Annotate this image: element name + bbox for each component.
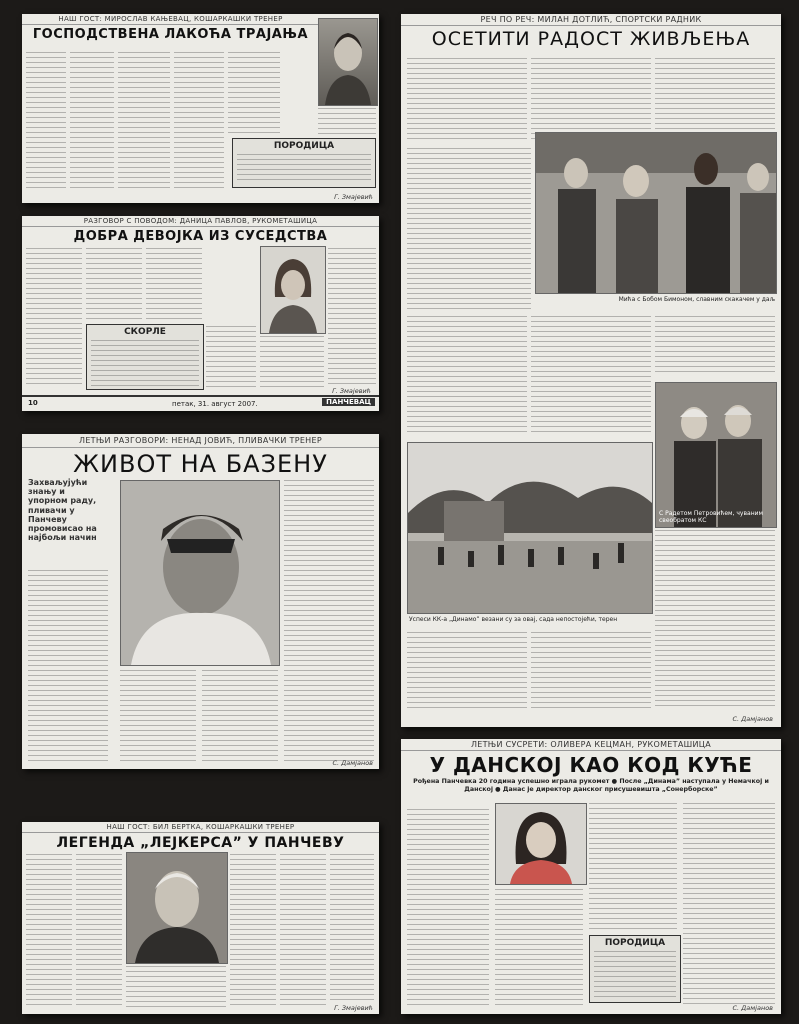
- body-column: [146, 248, 202, 320]
- body-column: [174, 52, 224, 192]
- article-kicker: РЕЧ ПО РЕЧ: МИЛАН ДОТЛИЋ, СПОРТСКИ РАДНИК: [401, 14, 781, 26]
- body-column: [26, 248, 82, 388]
- body-column: [318, 108, 376, 134]
- body-column: [407, 316, 527, 436]
- article-kicker: РАЗГОВОР С ПОВОДОМ: ДАНИЦА ПАВЛОВ, РУКОМЕТАШИЦА: [22, 216, 379, 227]
- body-column: [655, 58, 775, 142]
- photo-caption: Успеси КК-а „Динамо” везани су за овај, сада непостојећи, терен: [409, 616, 618, 623]
- box-title: ПОРОДИЦА: [604, 938, 666, 948]
- article-kicker: НАШ ГОСТ: БИЛ БЕРТКА, КОШАРКАШКИ ТРЕНЕР: [22, 822, 379, 833]
- body-column: [28, 570, 108, 762]
- portrait-photo: [318, 18, 378, 106]
- body-column: [70, 52, 114, 192]
- article-clipping-jovic: [22, 434, 379, 769]
- photo-caption: Мића с Бобом Бимоном, славним скакачем у даљ: [618, 296, 775, 303]
- body-column: [531, 316, 651, 436]
- author-signature: С. Дамјанов: [332, 759, 373, 767]
- score-box: [86, 324, 204, 390]
- portrait-image: [127, 853, 227, 963]
- article-clipping-bertka: [22, 822, 379, 1014]
- portrait-photo: [260, 246, 326, 334]
- page-number: 10: [28, 399, 38, 407]
- body-column: [26, 854, 72, 1008]
- author-signature: С. Дамјанов: [732, 715, 773, 723]
- swim-coach-photo: [120, 480, 280, 666]
- box-title: ПОРОДИЦА: [273, 141, 335, 151]
- article-headline: ЛЕГЕНДА „ЛЕЈКЕРСА” У ПАНЧЕВУ: [56, 835, 345, 851]
- article-kicker: ЛЕТЊИ СУСРЕТИ: ОЛИВЕРА КЕЦМАН, РУКОМЕТАШИЦА: [401, 739, 781, 751]
- article-clipping-pavlov: [22, 216, 379, 411]
- body-column: [407, 58, 527, 142]
- body-column: [76, 854, 122, 1008]
- body-column: [118, 52, 170, 192]
- box-title: СКОРЛЕ: [124, 327, 166, 337]
- article-headline: ДОБРА ДЕВОЈКА ИЗ СУСЕДСТВА: [73, 229, 328, 244]
- group-photo-image: [536, 133, 776, 293]
- body-column: [328, 248, 376, 388]
- family-box: [232, 138, 376, 188]
- newspaper-brand: ПАНЧЕВАЦ: [322, 398, 375, 406]
- body-column: [280, 854, 326, 1008]
- article-kicker: НАШ ГОСТ: МИРОСЛАВ КАЊЕВАЦ, КОШАРКАШКИ ТРЕНЕР: [22, 14, 319, 25]
- body-column: [202, 670, 278, 762]
- court-photo-image: [408, 443, 652, 613]
- body-column: [655, 530, 775, 710]
- article-headline: ГОСПОДСТВЕНА ЛАКОЋА ТРАЈАЊА: [32, 27, 309, 42]
- body-column: [284, 480, 374, 762]
- body-column: [206, 326, 256, 388]
- author-signature: Г. Змајевић: [334, 193, 373, 201]
- body-column: [683, 803, 775, 1005]
- article-clipping-dotlic: [401, 14, 781, 727]
- body-column: [407, 809, 489, 1005]
- body-column: [407, 632, 527, 710]
- body-column: [120, 670, 196, 762]
- issue-date: петак, 31. август 2007.: [172, 400, 258, 408]
- body-column: [407, 148, 531, 312]
- body-column: [228, 52, 280, 136]
- portrait-image: [261, 247, 325, 333]
- handball-player-photo: [495, 803, 587, 885]
- article-clipping-kecman: [401, 739, 781, 1014]
- body-column: [589, 803, 677, 929]
- article-clipping-kanjevac: [22, 14, 379, 203]
- body-column: [230, 854, 276, 1008]
- photo-with-beamon: [535, 132, 777, 294]
- article-headline: ОСЕТИТИ РАДОСТ ЖИВЉЕЊА: [431, 28, 751, 50]
- article-deck: Захваљујући знању и упорном раду, пливачи у Панчеву промовисао на најбољи начин: [28, 478, 97, 543]
- body-column: [531, 632, 651, 710]
- photo-with-petrovic: [655, 382, 777, 528]
- basketball-court-photo: [407, 442, 653, 614]
- article-deck: Рођена Панчевка 20 година успешно играла рукомет ● После „Динама” наступала у Немачкој и Данској ● Данас је директор данског присушевишта „Сонерборске”: [413, 778, 769, 793]
- body-column: [126, 966, 226, 1008]
- body-column: [495, 889, 583, 1005]
- article-headline: У ДАНСКОЈ КАО КОД КУЋЕ: [429, 753, 753, 777]
- body-column: [260, 336, 324, 388]
- body-column: [330, 854, 374, 1000]
- body-column: [26, 52, 66, 192]
- two-men-photo-image: [656, 383, 776, 527]
- author-signature: Г. Змајевић: [334, 1004, 373, 1012]
- page-footer: [22, 395, 379, 411]
- body-column: [655, 316, 775, 376]
- author-signature: С. Дамјанов: [732, 1004, 773, 1012]
- article-kicker: ЛЕТЊИ РАЗГОВОРИ: НЕНАД ЈОВИЋ, ПЛИВАЧКИ ТРЕНЕР: [22, 434, 379, 448]
- portrait-image: [496, 804, 586, 884]
- body-column: [86, 248, 142, 320]
- portrait-image: [121, 481, 279, 665]
- family-box: [589, 935, 681, 1003]
- author-signature: Г. Змајевић: [332, 387, 371, 395]
- portrait-image: [319, 19, 377, 105]
- portrait-photo: [126, 852, 228, 964]
- article-headline: ЖИВОТ НА БАЗЕНУ: [73, 450, 328, 478]
- photo-caption: С Радетом Петровићем, чуваним свеобратом КС: [659, 510, 764, 525]
- body-column: [531, 58, 651, 142]
